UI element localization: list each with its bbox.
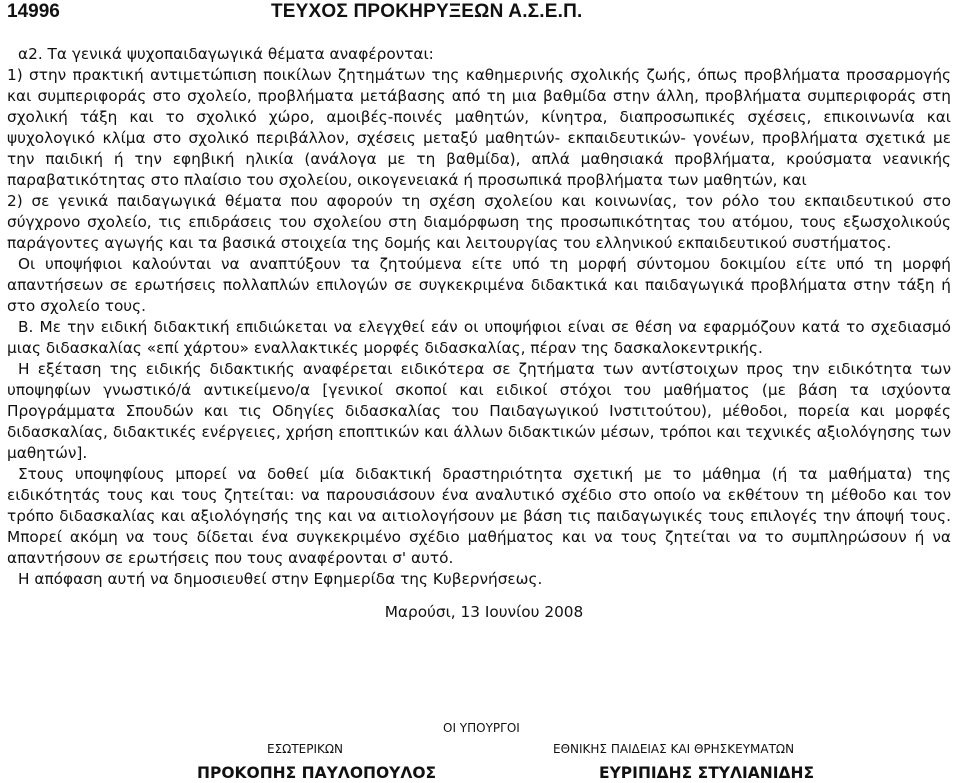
signatory-name-2: ΕΥΡΙΠΙΔΗΣ ΣΤΥΛΙΑΝΙΔΗΣ [599,764,815,782]
issue-title: ΤΕΥΧΟΣ ΠΡΟΚΗΡΥΞΕΩΝ Α.Σ.Ε.Π. [271,1,583,22]
date-line: Μαρούσι, 13 Ιουνίου 2008 [384,603,584,621]
paragraph-a2-intro: α2. Τα γενικά ψυχοπαιδαγωγικά θέματα αναφέρονται: [18,45,434,63]
paragraph-b-special-didactics: Β. Με την ειδική διδακτική επιδιώκεται να ελεγχθεί εάν οι υποψήφιοι είναι σε θέση να εφαρμόζουν κατά το σχεδιασμό μιας διδασκαλίας «επί χάρτου» εναλλακτικές μορφές διδασκαλίας, πέραν της δασκαλοκεντρικής. [7,318,951,357]
paragraph-publication: Η απόφαση αυτή να δημοσιευθεί στην Εφημερίδα της Κυβερνήσεως. [18,570,543,588]
paragraph-examination: Η εξέταση της ειδικής διδακτικής αναφέρεται ειδικότερα σε ζητήματα των αντίστοιχων προς την ειδικότητα των υποψηφίων γνωστικό/ά αντικείμενο/α [γενικοί σκοποί και ειδικοί στόχοι του μαθήματος (με βάση τα ισχύοντα Προγράμματα Σπουδών και τις Οδηγίες διδασκαλίας του Παιδαγωγικού Ινστιτούτου), μέθοδοι, πορεία και μορφές διδασκαλίας, διδακτικές ενέργειες, χρήση εποπτικών και άλλων διδακτικών μέσων, τρόποι και τεχνικές αξιολόγησης των μαθητών]. [7,360,951,462]
signatory-name-1: ΠΡΟΚΟΠΗΣ ΠΑΥΛΟΠΟΥΛΟΣ [197,764,437,782]
paragraph-candidates: Οι υποψήφιοι καλούνται να αναπτύξουν τα ζητούμενα είτε υπό τη μορφή σύντομου δοκιμίου είτε υπό τη μορφή απαντήσεων σε ερωτήσεις πολλαπλών επιλογών σε συγκεκριμένα διδακτικά και παιδαγωγικά προβλήματα στην τάξη ή στο σχολείο τους. [7,255,951,315]
page-header [0,0,960,26]
paragraph-item-1: 1) στην πρακτική αντιμετώπιση ποικίλων ζητημάτων της καθημερινής σχολικής ζωής, όπως προβλήματα προσαρμογής και συμπεριφοράς στο σχολείο, προβλήματα μετάβασης από τη μια βαθμίδα στην άλλη, προβλήματα συμπεριφοράς στη σχολική τάξη και το σχολικό χώρο, αμοιβές-ποινές μαθητών, κίνητρα, διαπροσωπικές σχέσεις, επικοινωνία και ψυχολογικό κλίμα στο σχολικό περιβάλλον, σχέσεις μεταξύ μαθητών- εκπαιδευτικών- γονέων, προβλήματα σχετικά με την παιδική ή την εφηβική ηλικία (ανάλογα με τη βαθμίδα), απλά μαθησιακά προβλήματα, κρούσματα νεανικής παραβατικότητας στο πλαίσιο του σχολείου, οικογενειακά ή προσωπικά προβλήματα των μαθητών, και [7,66,951,189]
ministry-interior: ΕΣΩΤΕΡΙΚΩΝ [267,742,344,756]
paragraph-activity: Στους υποψηφίους μπορεί να δοθεί μία διδακτική δραστηριότητα σχετική με το μάθημα (ή τα μαθήματα) της ειδικότητάς τους και τους ζητείται: να παρουσιάσουν ένα αναλυτικό σχέδιο στο οποίο να εκθέτουν τη μέθοδο και τον τρόπο διδασκαλίας και αξιολόγησής της και να αιτιολογήσουν με βάση τις παιδαγωγικές τους επιλογές την άποψή τους. Μπορεί ακόμη να τους δίδεται ένα συγκεκριμένο σχέδιο μαθήματος και να τους ζητείται να το συμπληρώσουν ή να απαντήσουν σε ερωτήσεις που τους αναφέρονται σ' αυτό. [7,465,951,567]
page-number: 14996 [7,1,60,22]
document-body [7,44,951,623]
signatures-title: ΟΙ ΥΠΟΥΡΓΟΙ [443,721,520,735]
paragraph-item-2: 2) σε γενικά παιδαγωγικά θέματα που αφορούν τη σχέση σχολείου και κοινωνίας, τον ρόλο του εκπαιδευτικού στο σύγχρονο σχολείο, τις επιδράσεις του σχολείου στη διαμόρφωση της προσωπικότητας του ατόμου, τους εξωσχολικούς παράγοντες αγωγής και τα βασικά στοιχεία της δομής και λειτουργίας του ελληνικού εκπαιδευτικού συστήματος. [7,192,951,252]
ministry-education: ΕΘΝΙΚΗΣ ΠΑΙΔΕΙΑΣ ΚΑΙ ΘΡΗΣΚΕΥΜΑΤΩΝ [553,742,795,756]
